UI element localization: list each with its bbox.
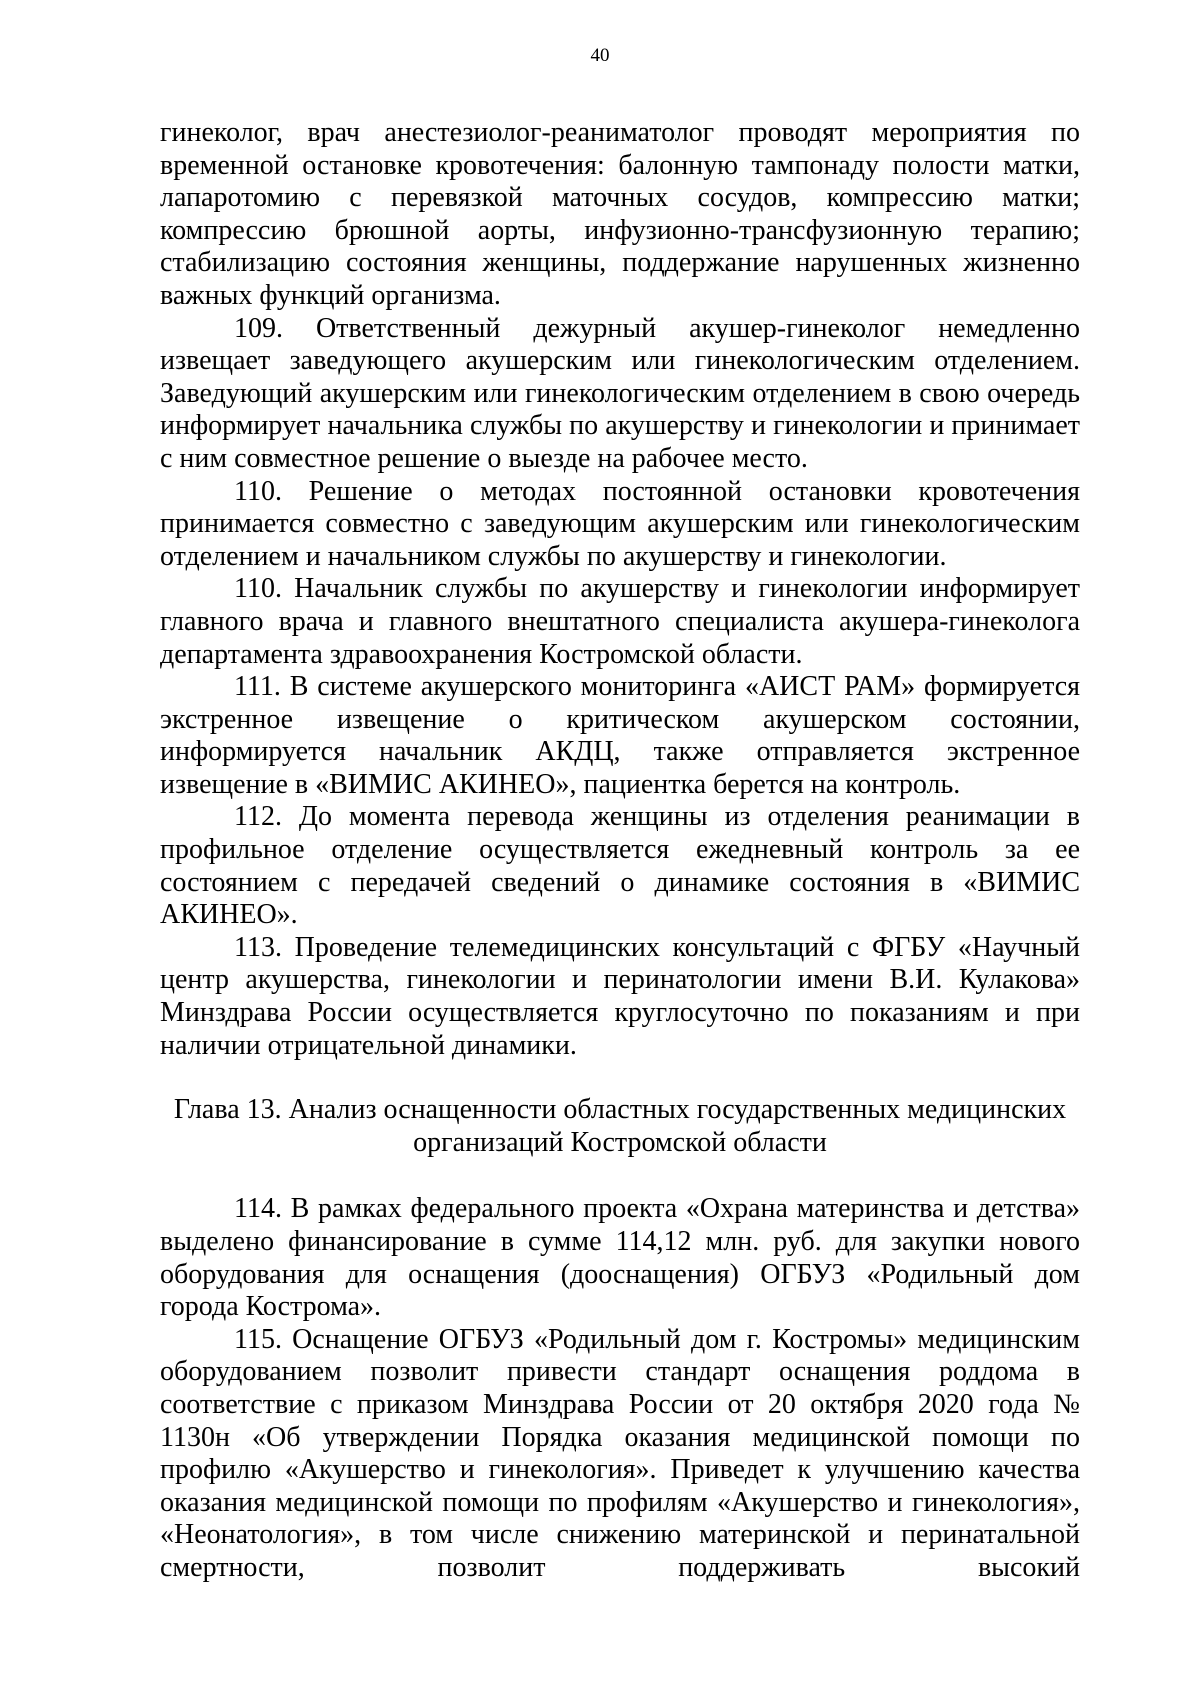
paragraph-111: 111. В системе акушерского мониторинга «АИСТ РАМ» формируется экстренное извещение о критическом акушерском состоянии, информируется начальник АКДЦ, также отправляется экстренное извещение в «ВИМИС АКИНЕО», пациентка берется на контроль. bbox=[160, 671, 1080, 800]
chapter-heading-line-1: Глава 13. Анализ оснащенности областных государственных медицинских bbox=[173, 1094, 1067, 1126]
paragraph-112: 112. До момента перевода женщины из отделения реанимации в профильное отделение осуществляется ежедневный контроль за ее состоянием с передачей сведений о динамике состояния в «ВИМИС АКИНЕО». bbox=[160, 801, 1080, 931]
paragraph-113: 113. Проведение телемедицинских консультаций с ФГБУ «Научный центр акушерства, гинекологии и перинатологии имени В.И. Кулакова» Минздрава России осуществляется круглосуточно по показаниям и при наличии отрицательной динамики. bbox=[160, 931, 1080, 1061]
paragraph-110-notification: 110. Начальник службы по акушерству и гинекологии информирует главного врача и главного внештатного специалиста акушера-гинеколога департамента здравоохранения Костромской области. bbox=[160, 573, 1080, 670]
chapter-heading-line-2: организаций Костромской области bbox=[413, 1126, 827, 1158]
paragraph-continuation: гинеколог, врач анестезиолог-реаниматолог проводят мероприятия по временной остановке кровотечения: балонную тампонаду полости матки, лапаротомию с перевязкой маточных сосудов, компрессию матки; компрессию брюшной аорты, инфузионно-трансфузионную терапию; стабилизацию состояния женщины, поддержание нарушенных жизненно важных функций организма. bbox=[160, 117, 1080, 311]
paragraph-109: 109. Ответственный дежурный акушер-гинеколог немедленно извещает заведующего акушерским или гинекологическим отделением. Заведующий акушерским или гинекологическим отделением в свою очередь информирует начальника службы по акушерству и гинекологии и принимает с ним совместное решение о выезде на рабочее место. bbox=[160, 312, 1080, 474]
paragraph-114: 114. В рамках федерального проекта «Охрана материнства и детства» выделено финансирование в сумме 114,12 млн. руб. для закупки нового оборудования для оснащения (дооснащения) ОГБУЗ «Родильный дом города Кострома». bbox=[160, 1193, 1080, 1323]
paragraph-115: 115. Оснащение ОГБУЗ «Родильный дом г. Костромы» медицинским оборудованием позволит привести стандарт оснащения роддома в соответствие с приказом Минздрава России от 20 октября 2020 года № 1130н «Об утверждении Порядка оказания медицинской помощи по профилю «Акушерство и гинекология». Приведет к улучшению качества оказания медицинской помощи по профилям «Акушерство и гинекология», «Неонатология», в том числе снижению материнской и перинатальной смертности, позволит поддерживать высокий bbox=[160, 1323, 1080, 1583]
chapter-heading bbox=[160, 1094, 1080, 1159]
paragraph-110-decision: 110. Решение о методах постоянной остановки кровотечения принимается совместно с заведующим акушерским или гинекологическим отделением и начальником службы по акушерству и гинекологии. bbox=[160, 475, 1080, 572]
document-body bbox=[160, 117, 1080, 1585]
page-number: 40 bbox=[590, 45, 610, 66]
